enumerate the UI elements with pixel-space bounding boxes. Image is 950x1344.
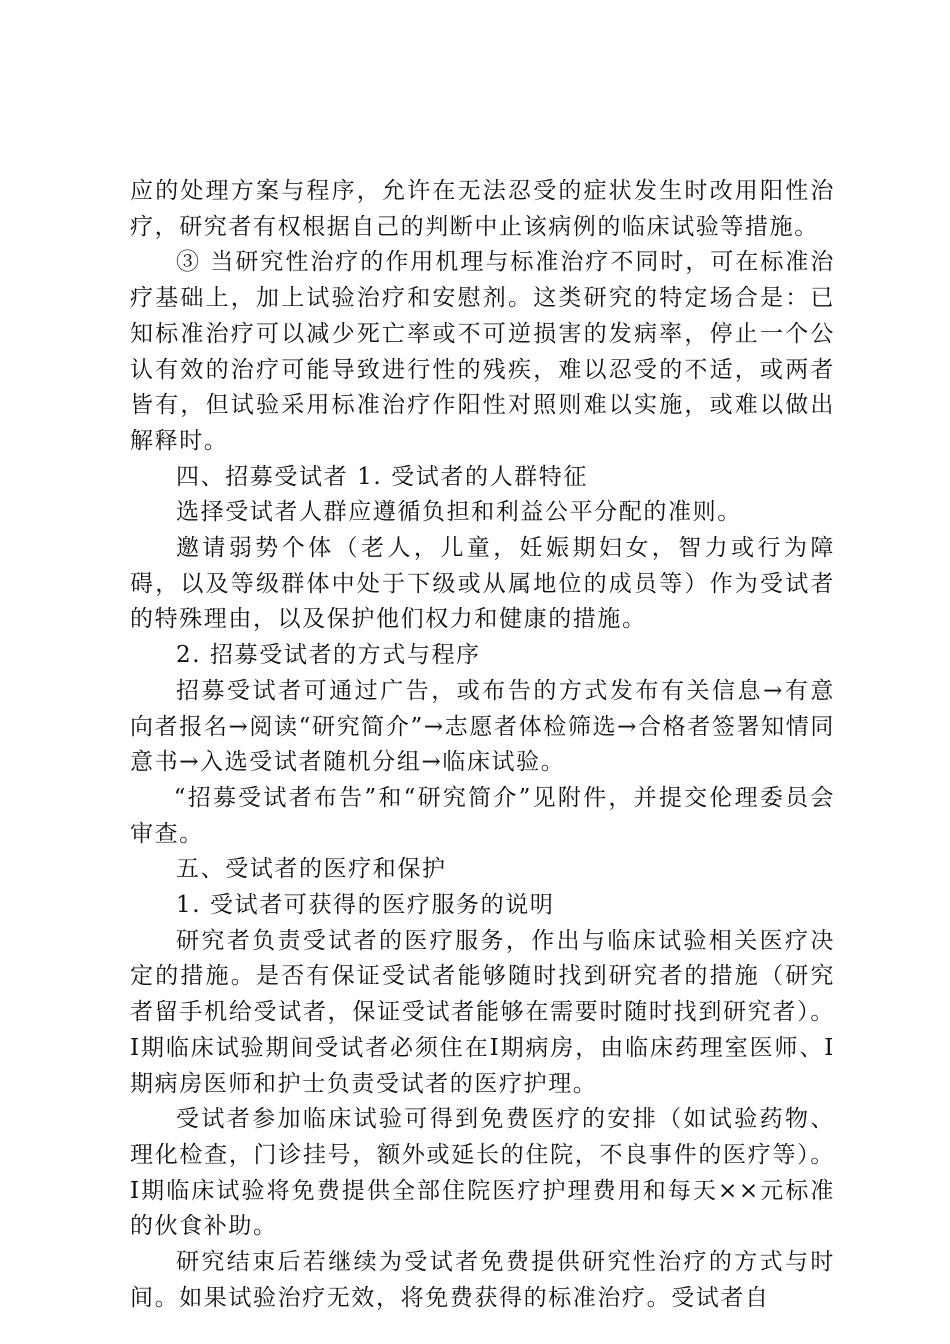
paragraph-attachment-note: “招募受试者布告”和“研究简介”见附件，并提交伦理委员会审查。 (130, 784, 835, 847)
paragraph-placebo-design: ③ 当研究性治疗的作用机理与标准治疗不同时，可在标准治疗基础上，加上试验治疗和安慰剂。这类研究的特定场合是：已知标准治疗可以减少死亡率或不可逆损害的发病率，停止一个公认有效的治疗可能导致进行性的残疾，难以忍受的不适，或两者皆有，但试验采用标准治疗作阳性对照则难以实施，或难以做出解释时。 (130, 249, 835, 454)
paragraph-post-study-treatment: 研究结束后若继续为受试者免费提供研究性治疗的方式与时间。如果试验治疗无效，将免费获得的标准治疗。受试者自 (130, 1249, 835, 1311)
paragraph-selection-principle: 选择受试者人群应遵循负担和利益公平分配的准则。 (176, 499, 742, 526)
document-body (130, 174, 835, 1317)
paragraph-vulnerable-subjects: 邀请弱势个体（老人，儿童，妊娠期妇女，智力或行为障碍，以及等级群体中处于下级或从属地位的成员等）作为受试者的特殊理由，以及保护他们权力和健康的措施。 (130, 535, 835, 633)
paragraph-recruitment-procedure: 招募受试者可通过广告，或布告的方式发布有关信息→有意向者报名→阅读“研究简介”→志愿者体检筛选→合格者签署知情同意书→入选受试者随机分组→临床试验。 (130, 677, 835, 776)
section-heading-recruitment: 四、招募受试者 1. 受试者的人群特征 (176, 463, 588, 490)
paragraph-investigator-responsibility: 研究者负责受试者的医疗服务，作出与临床试验相关医疗决定的措施。是否有保证受试者能够随时找到研究者的措施（研究者留手机给受试者，保证受试者能够在需要时随时找到研究者）。Ⅰ期临床试验期间受试者必须住在Ⅰ期病房，由临床药理室医师、Ⅰ期病房医师和护士负责受试者的医疗护理。 (130, 927, 835, 1097)
paragraph-continuation: 应的处理方案与程序，允许在无法忍受的症状发生时改用阳性治疗，研究者有权根据自己的判断中止该病例的临床试验等措施。 (130, 178, 835, 240)
section-heading-medical-care: 五、受试者的医疗和保护 (176, 856, 447, 883)
subheading-medical-services: 1. 受试者可获得的医疗服务的说明 (176, 892, 555, 919)
paragraph-free-medical-care: 受试者参加临床试验可得到免费医疗的安排（如试验药物、理化检查，门诊挂号，额外或延长的住院，不良事件的医疗等）。Ⅰ期临床试验将免费提供全部住院医疗护理费用和每天××元标准的伙食补助。 (130, 1106, 835, 1240)
subheading-recruitment-method: 2. 招募受试者的方式与程序 (176, 642, 481, 669)
